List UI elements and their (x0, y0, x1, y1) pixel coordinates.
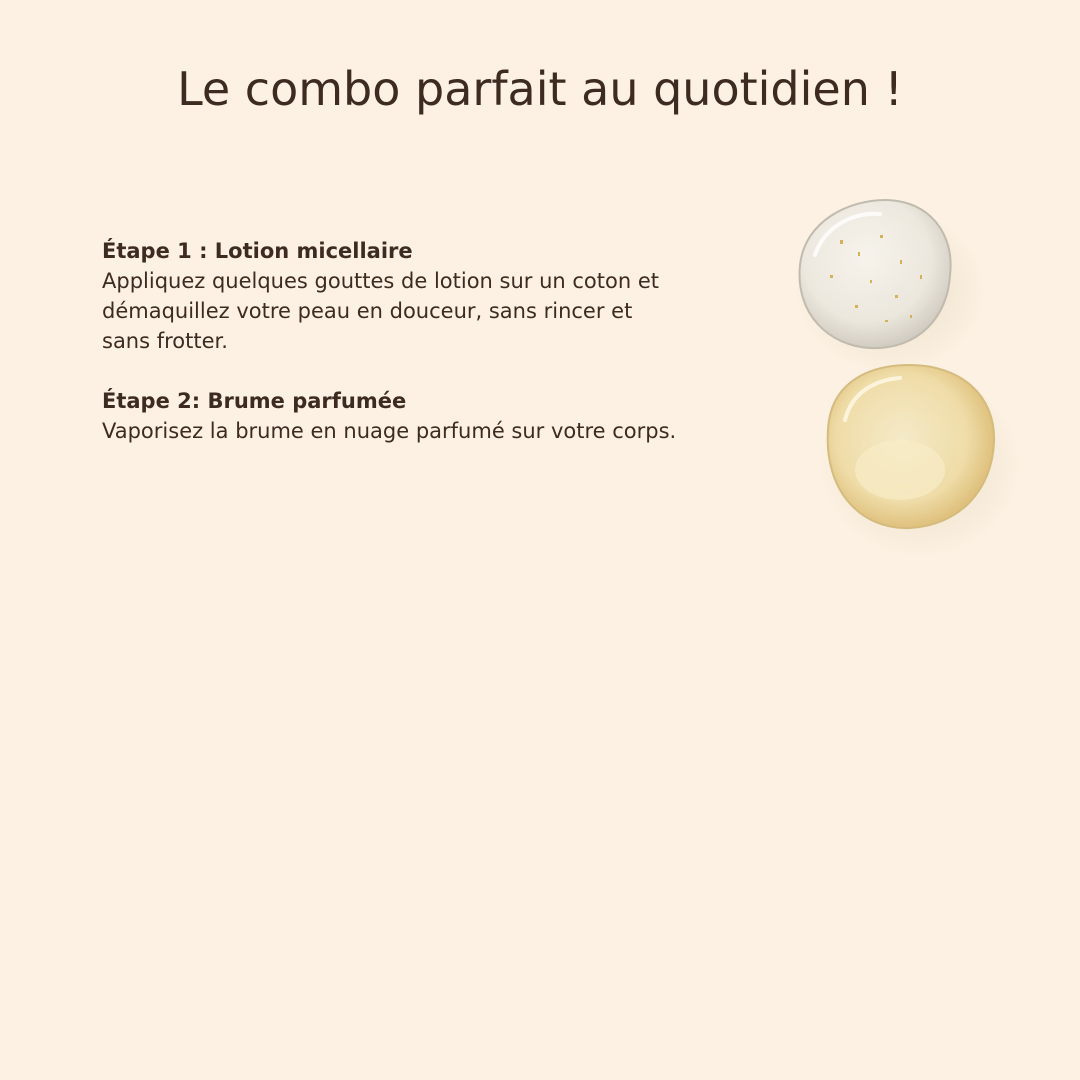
steps-list (102, 236, 682, 476)
page-title: Le combo parfait au quotidien ! (177, 62, 903, 116)
clear-lotion-drop (795, 200, 985, 372)
step-1 (102, 236, 682, 356)
step-2-title: Étape 2: Brume parfumée (102, 389, 407, 413)
step-1-text: Appliquez quelques gouttes de lotion sur un coton et démaquillez votre peau en douceur, sans rincer et sans frotter. (102, 269, 659, 353)
golden-mist-drop (820, 365, 1020, 557)
product-drops-image (760, 180, 1080, 580)
step-2-text: Vaporisez la brume en nuage parfumé sur votre corps. (102, 419, 677, 443)
step-2 (102, 386, 682, 446)
step-1-title: Étape 1 : Lotion micellaire (102, 239, 413, 263)
